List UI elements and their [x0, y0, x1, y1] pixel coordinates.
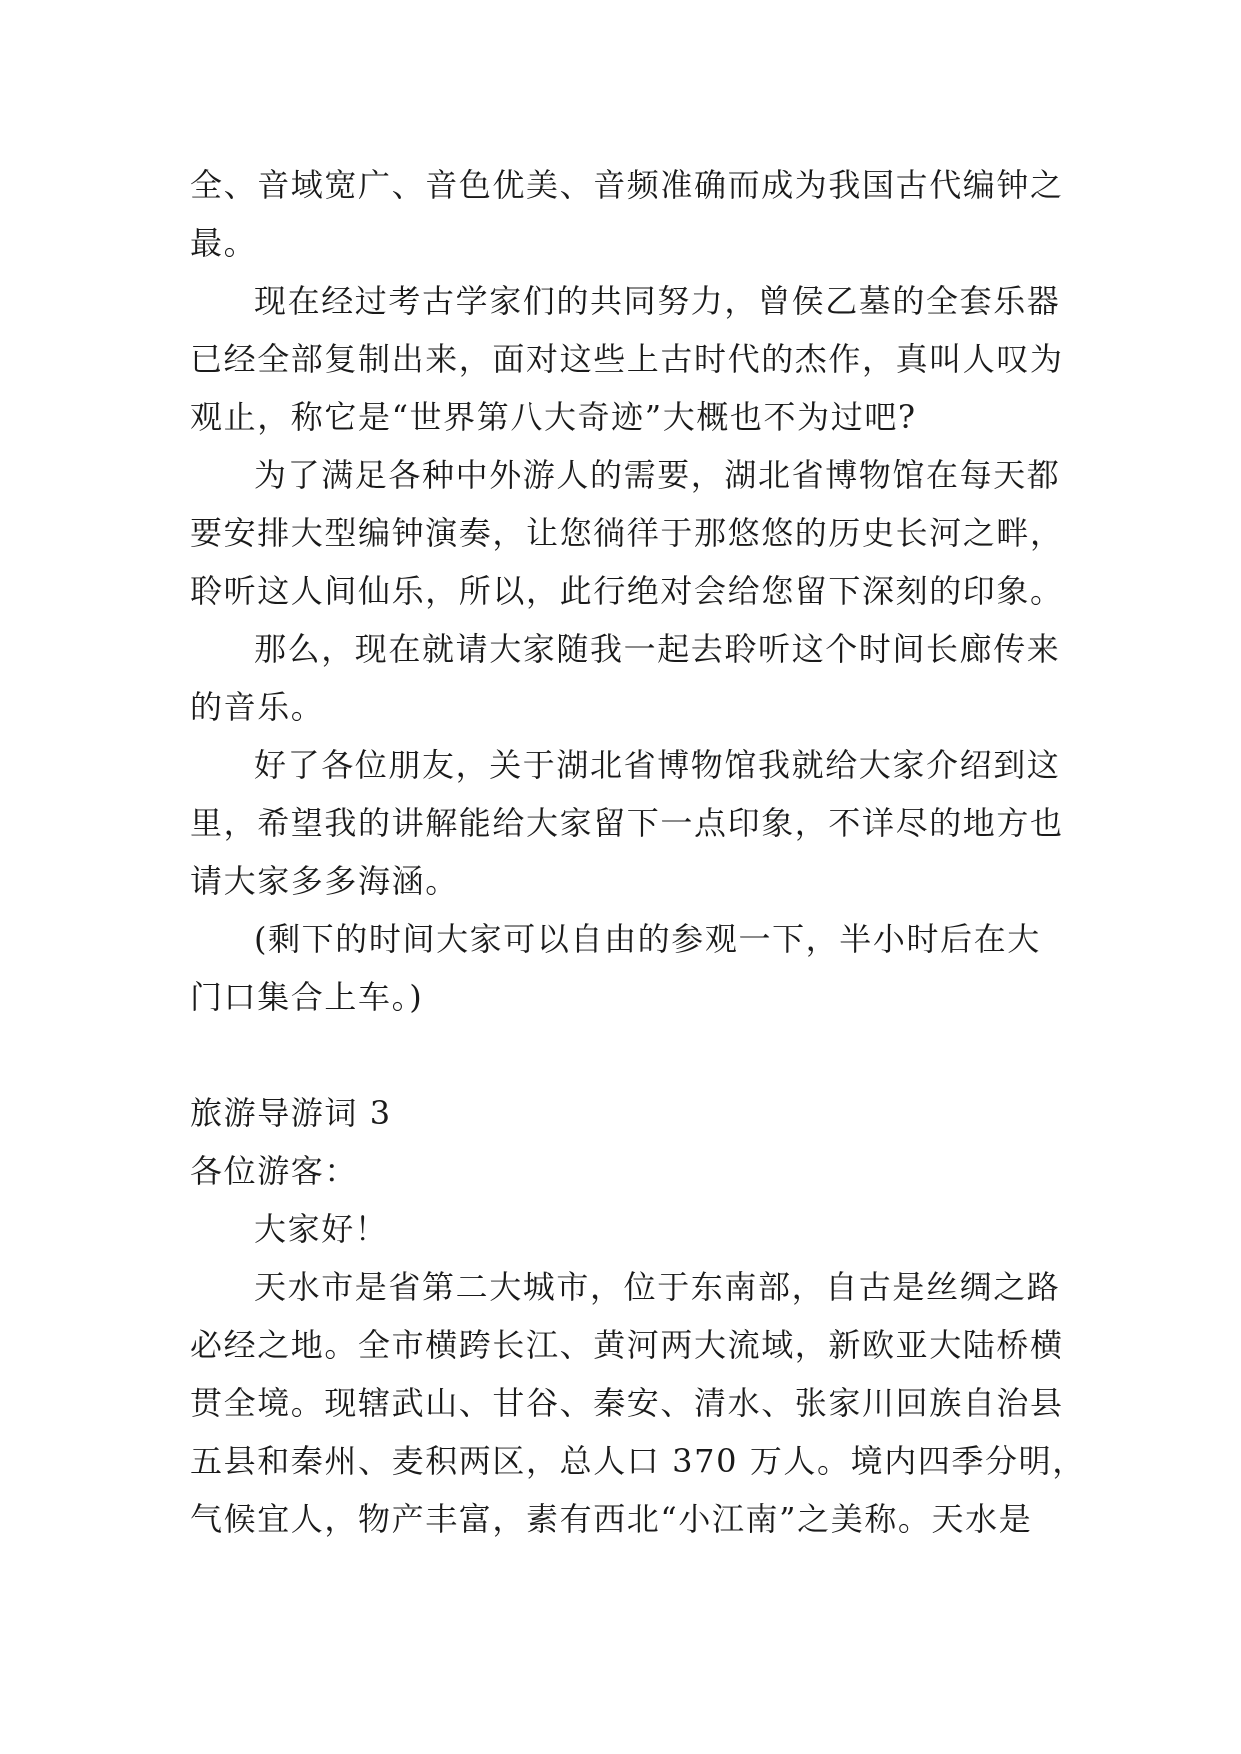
text-line: 请大家多多海涵。	[190, 862, 459, 900]
text-line: 里，希望我的讲解能给大家留下一点印象，不详尽的地方也	[190, 804, 1064, 842]
text-line: 气候宜人，物产丰富，素有西北“小江南”之美称。天水是	[190, 1500, 1033, 1538]
text-line: 的音乐。	[190, 688, 325, 726]
section-title: 旅游导游词 3	[190, 1094, 392, 1132]
paragraph-start: 天水市是省第二大城市，位于东南部，自古是丝绸之路	[254, 1268, 1061, 1306]
paragraph-start: 现在经过考古学家们的共同努力，曾侯乙墓的全套乐器	[254, 282, 1061, 320]
text-line: 门口集合上车。)	[190, 978, 424, 1016]
paragraph-start: 那么，现在就请大家随我一起去聆听这个时间长廊传来	[254, 630, 1061, 668]
text-line: 观止，称它是“世界第八大奇迹”大概也不为过吧?	[190, 398, 917, 436]
paragraph-start: 为了满足各种中外游人的需要，湖北省博物馆在每天都	[254, 456, 1061, 494]
paragraph-start: 好了各位朋友，关于湖北省博物馆我就给大家介绍到这	[254, 746, 1061, 784]
greeting: 大家好！	[254, 1210, 389, 1248]
salutation: 各位游客：	[190, 1152, 359, 1190]
text-line: 五县和秦州、麦积两区，总人口 370 万人。境内四季分明，	[190, 1442, 1086, 1480]
text-line: 最。	[190, 224, 258, 262]
text-line: 聆听这人间仙乐，所以，此行绝对会给您留下深刻的印象。	[190, 572, 1064, 610]
paragraph-start: (剩下的时间大家可以自由的参观一下，半小时后在大	[254, 920, 1041, 958]
text-line: 贯全境。现辖武山、甘谷、秦安、清水、张家川回族自治县	[190, 1384, 1064, 1422]
text-line: 已经全部复制出来，面对这些上古时代的杰作，真叫人叹为	[190, 340, 1064, 378]
text-line: 必经之地。全市横跨长江、黄河两大流域，新欧亚大陆桥横	[190, 1326, 1064, 1364]
text-line: 全、音域宽广、音色优美、音频准确而成为我国古代编钟之	[190, 166, 1064, 204]
text-line: 要安排大型编钟演奏，让您徜徉于那悠悠的历史长河之畔，	[190, 514, 1064, 552]
